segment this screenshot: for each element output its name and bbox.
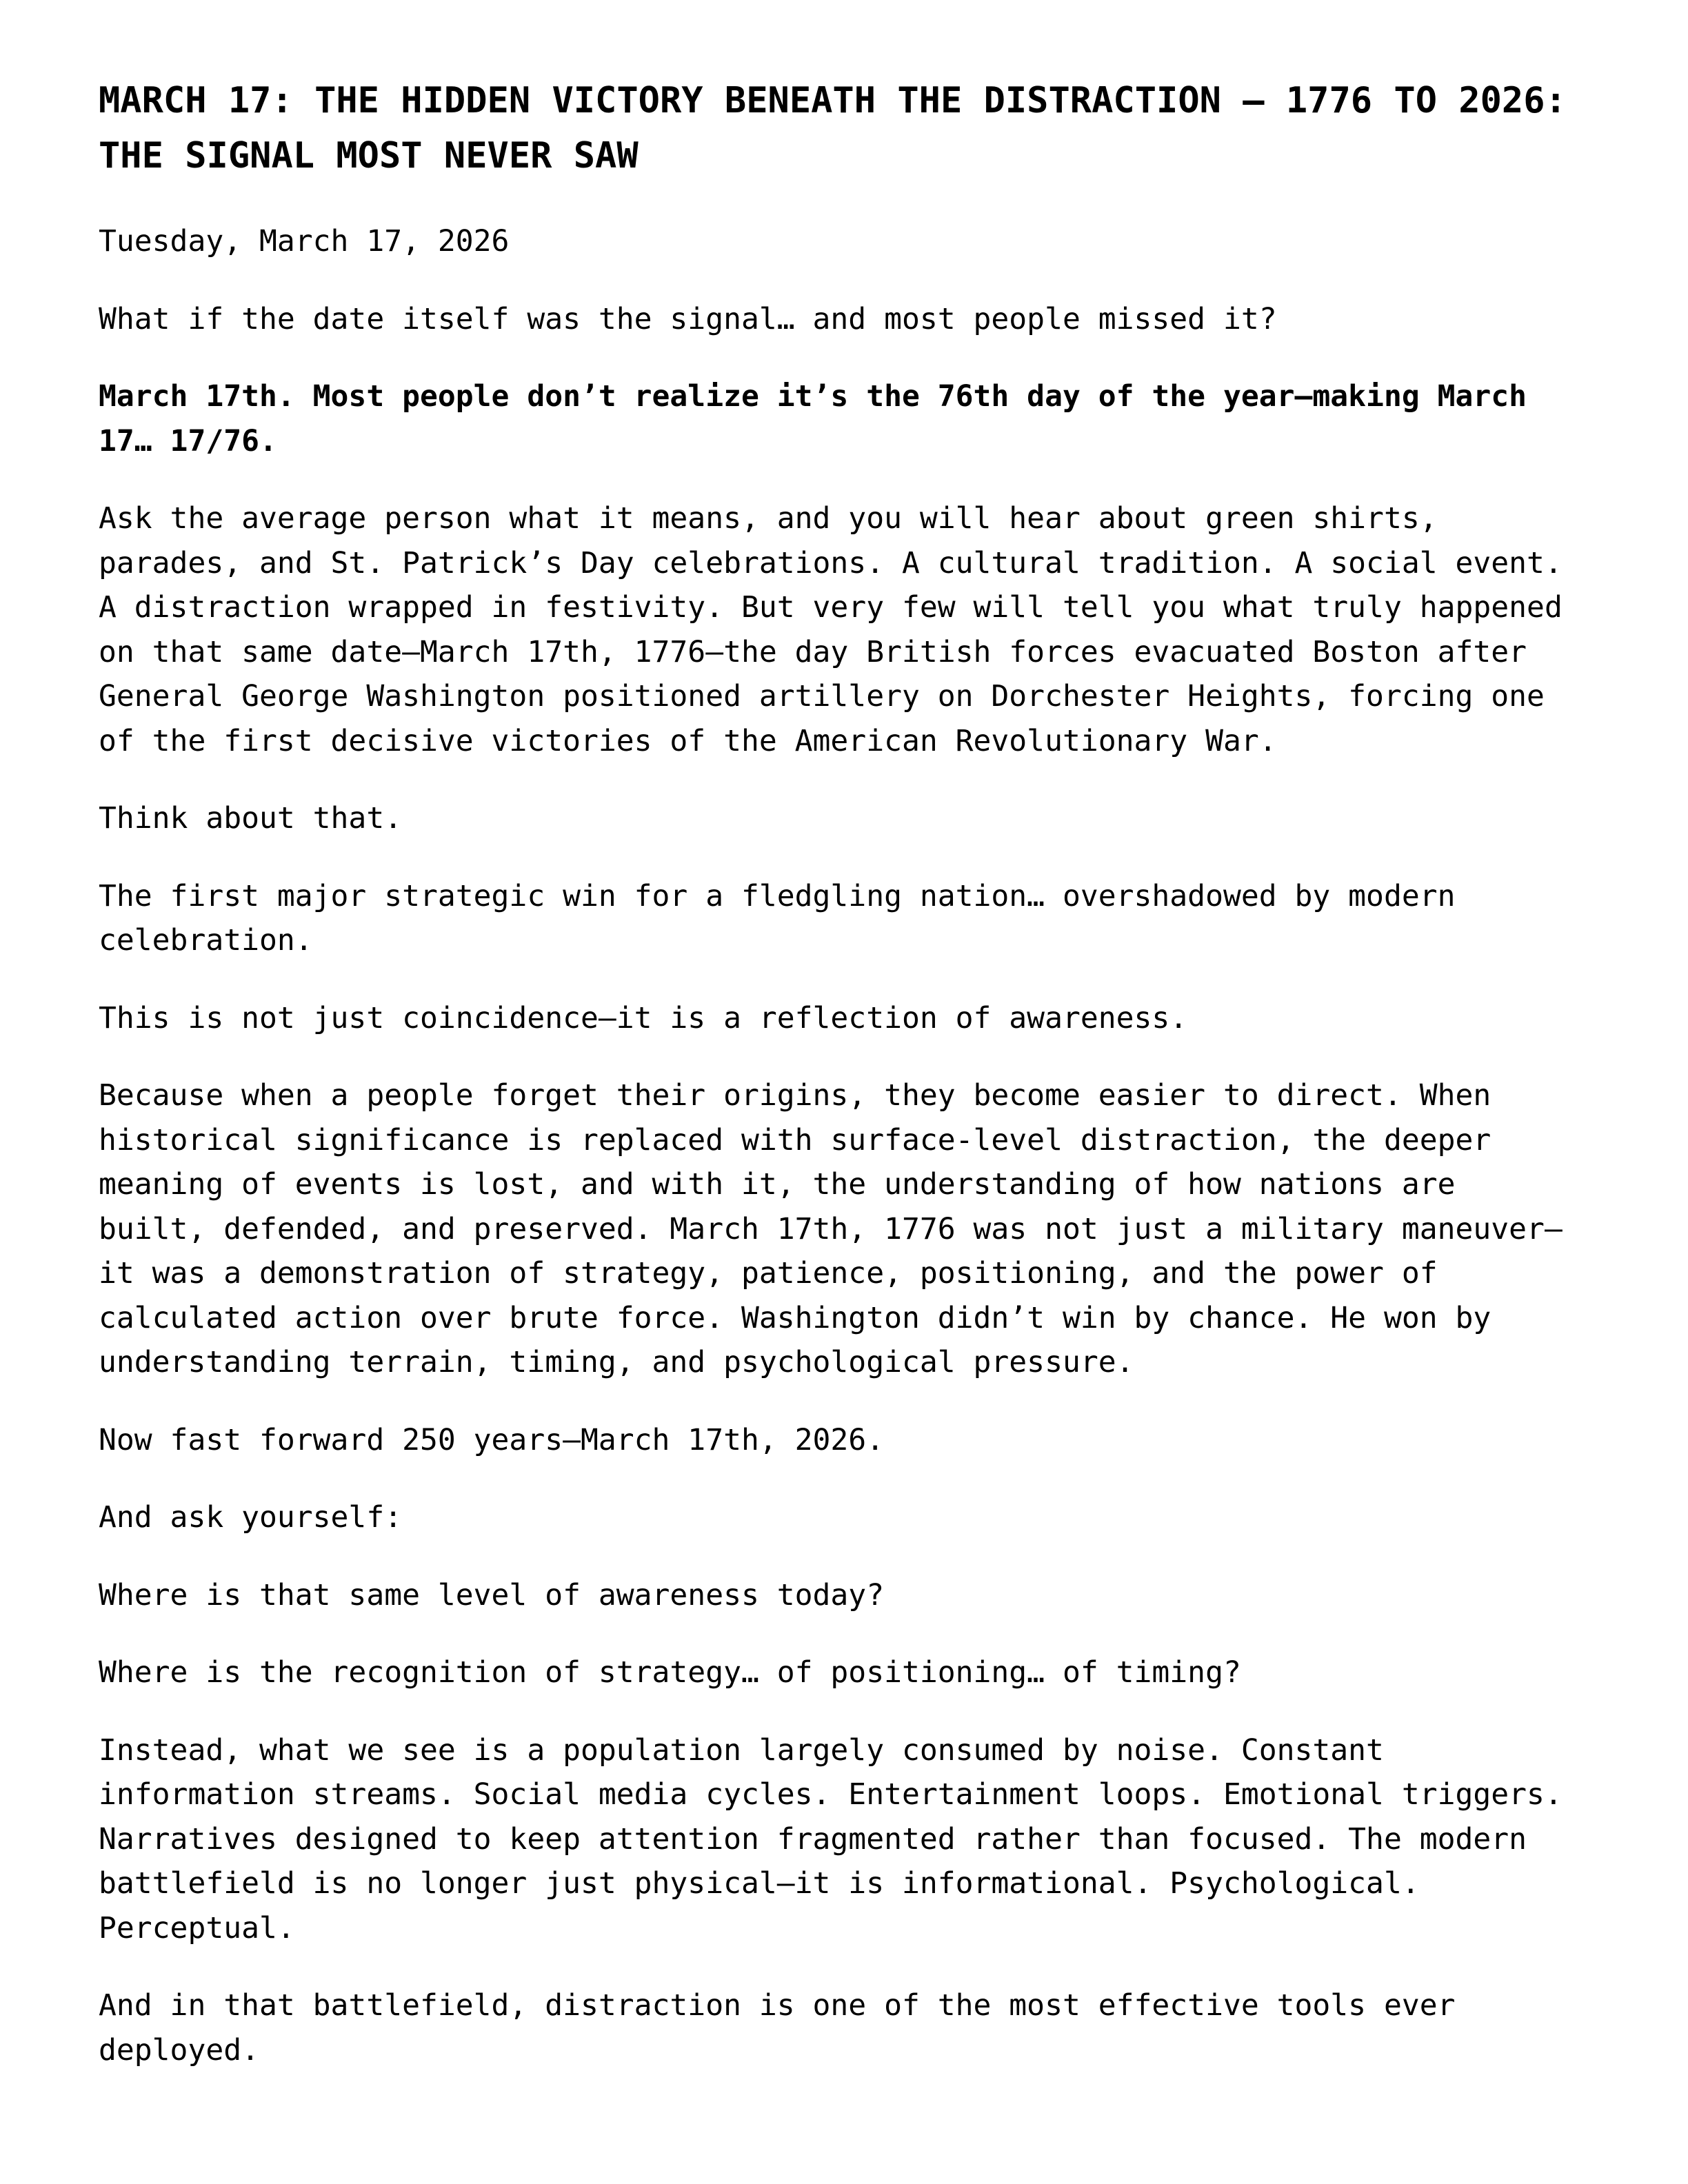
paragraph-ask-yourself: And ask yourself: (99, 1500, 403, 1535)
paragraph-first-win: The first major strategic win for a fledgling nation… overshadowed by modern celebration. (99, 878, 1456, 958)
paragraph-origins: Because when a people forget their origins, they become easier to direct. When historical significance is replaced with surface-level distraction, the deeper meaning of events is lost, and with it, the understanding of how nations are built, defended, and preserved. March 17th, 1776 was not just a military maneuver—it was a demonstration of strategy, patience, positioning, and the power of calculated action over brute force. Washington didn’t win by chance. He won by understanding terrain, timing, and psychological pressure. (99, 1078, 1563, 1379)
document-title: MARCH 17: THE HIDDEN VICTORY BENEATH THE DISTRACTION — 1776 TO 2026: THE SIGNAL MOST NEVER SAW (99, 80, 1567, 176)
document-page (99, 73, 1567, 2105)
paragraph-strategy-question: Where is the recognition of strategy… of positioning… of timing? (99, 1655, 1241, 1690)
paragraph-noise: Instead, what we see is a population largely consumed by noise. Constant information streams. Social media cycles. Entertainment loops. Emotional triggers. Narratives designed to keep attention fragmented rather than focused. The modern battlefield is no longer just physical—it is informational. Psychological. Perceptual. (99, 1732, 1563, 1945)
paragraph-opening-question: What if the date itself was the signal… and most people missed it? (99, 301, 1277, 336)
paragraph-history: Ask the average person what it means, and you will hear about green shirts, parades, and St. Patrick’s Day celebrations. A cultural tradition. A social event. A distraction wrapped in festivity. But very few will tell you what truly happened on that same date—March 17th, 1776—the day British forces evacuated Boston after General George Washington positioned artillery on Dorchester Heights, forcing one of the first decisive victories of the American Revolutionary War. (99, 501, 1563, 758)
paragraph-think: Think about that. (99, 801, 403, 836)
paragraph-awareness-question: Where is that same level of awareness today? (99, 1577, 885, 1612)
paragraph-coincidence: This is not just coincidence—it is a reflection of awareness. (99, 1000, 1188, 1035)
paragraph-fast-forward: Now fast forward 250 years—March 17th, 2026. (99, 1422, 885, 1457)
document-date: Tuesday, March 17, 2026 (99, 224, 510, 259)
paragraph-distraction: And in that battlefield, distraction is one of the most effective tools ever deployed. (99, 1988, 1456, 2067)
paragraph-date-highlight: March 17th. Most people don’t realize it’s the 76th day of the year—making March 17… 17/76. (99, 379, 1527, 458)
